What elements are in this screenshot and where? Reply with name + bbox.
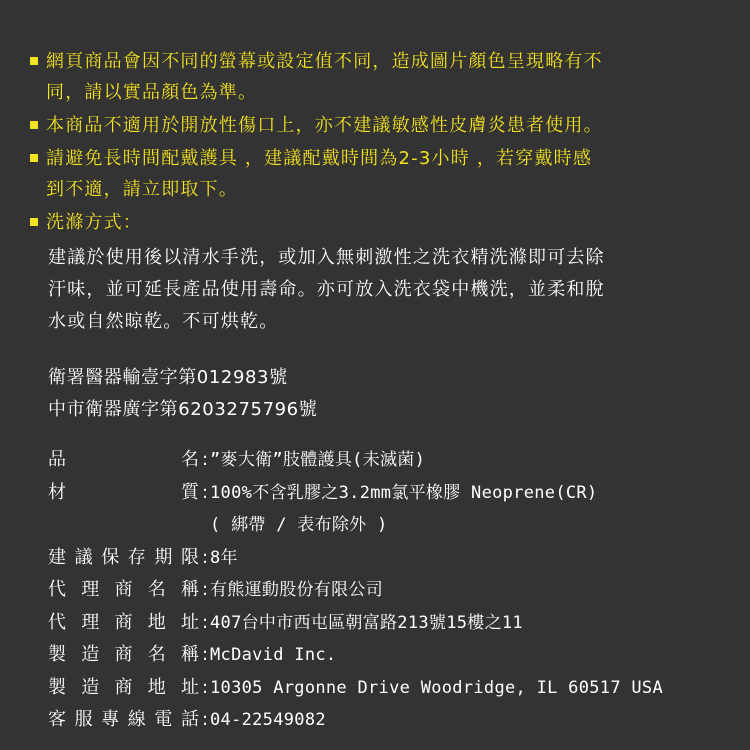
spec-label: 材 質 xyxy=(48,481,200,503)
spec-label: 製 造 商 名 稱 xyxy=(48,644,200,665)
spec-label: 品 名 xyxy=(48,449,200,470)
notice-wound-warning xyxy=(26,110,726,141)
spec-row-material xyxy=(48,477,738,510)
spec-value: ( 綁帶 / 表布除外 ) xyxy=(210,515,388,535)
square-bullet-icon xyxy=(30,121,38,129)
spec-value: 407台中市西屯區朝富路213號15樓之11 xyxy=(210,612,523,633)
notice-text: 本商品不適用於開放性傷口上，亦不建議敏感性皮膚炎患者使用。 xyxy=(46,115,603,136)
permit-numbers xyxy=(48,362,317,426)
square-bullet-icon xyxy=(30,57,38,65)
notice-color-disclaimer xyxy=(26,46,726,108)
square-bullet-icon xyxy=(30,218,38,226)
spec-colon: : xyxy=(201,579,209,600)
spec-colon: : xyxy=(201,644,209,665)
spec-label: 代 理 商 地 址 xyxy=(48,611,200,633)
advertising-permit: 中市衛器廣字第6203275796號 xyxy=(48,399,318,420)
spec-colon: : xyxy=(201,449,209,470)
spec-colon: : xyxy=(201,709,209,730)
spec-colon: : xyxy=(201,481,209,503)
spec-colon: : xyxy=(201,611,209,633)
spec-value: 8年 xyxy=(210,547,238,568)
spec-row-agent-name xyxy=(48,574,738,607)
spec-value: 100%不含乳膠之3.2mm氯平橡膠 Neoprene(CR) xyxy=(210,482,598,503)
spec-value: McDavid Inc. xyxy=(210,645,337,665)
spec-row-shelf-life xyxy=(48,542,738,575)
notice-text: 網頁商品會因不同的螢幕或設定值不同，造成圖片顏色呈現略有不 同，請以實品顏色為準。 xyxy=(46,51,603,103)
square-bullet-icon xyxy=(30,154,38,162)
spec-colon: : xyxy=(201,546,209,568)
washing-instructions: 建議於使用後以清水手洗，或加入無刺激性之洗衣精洗滌即可去除 汗味，並可延長產品使用壽命。亦可放入洗衣袋中機洗，並柔和脫 水或自然晾乾。不可烘乾。 xyxy=(48,247,605,332)
spec-row-maker-name xyxy=(48,639,738,672)
spec-row-material-note xyxy=(48,509,738,542)
washing-heading xyxy=(26,207,726,238)
spec-row-name xyxy=(48,444,738,477)
spec-row-hotline xyxy=(48,704,738,737)
spec-value: 有熊運動股份有限公司 xyxy=(210,580,383,600)
spec-value: 10305 Argonne Drive Woodridge, IL 60517 USA xyxy=(210,677,663,698)
spec-value: 04-22549082 xyxy=(210,710,326,730)
spec-value: ”麥大衛”肢體護具(未滅菌) xyxy=(210,450,426,470)
notice-wear-duration xyxy=(26,143,726,205)
spec-table xyxy=(48,444,738,737)
notice-list xyxy=(26,46,726,240)
import-permit: 衛署醫器輸壹字第012983號 xyxy=(48,367,288,388)
spec-label: 客 服 專 線 電 話 xyxy=(48,709,200,730)
spec-row-maker-address xyxy=(48,672,738,705)
spec-label: 代 理 商 名 稱 xyxy=(48,579,200,600)
spec-label: 建 議 保 存 期 限 xyxy=(48,546,200,568)
spec-colon: : xyxy=(201,676,209,698)
notice-text: 請避免長時間配戴護具 ，建議配戴時間為2-3小時 ，若穿戴時感 到不適，請立即取下。 xyxy=(46,148,593,200)
spec-row-agent-address xyxy=(48,607,738,640)
spec-label: 製 造 商 地 址 xyxy=(48,676,200,698)
notice-text: 洗滌方式： xyxy=(46,212,142,233)
